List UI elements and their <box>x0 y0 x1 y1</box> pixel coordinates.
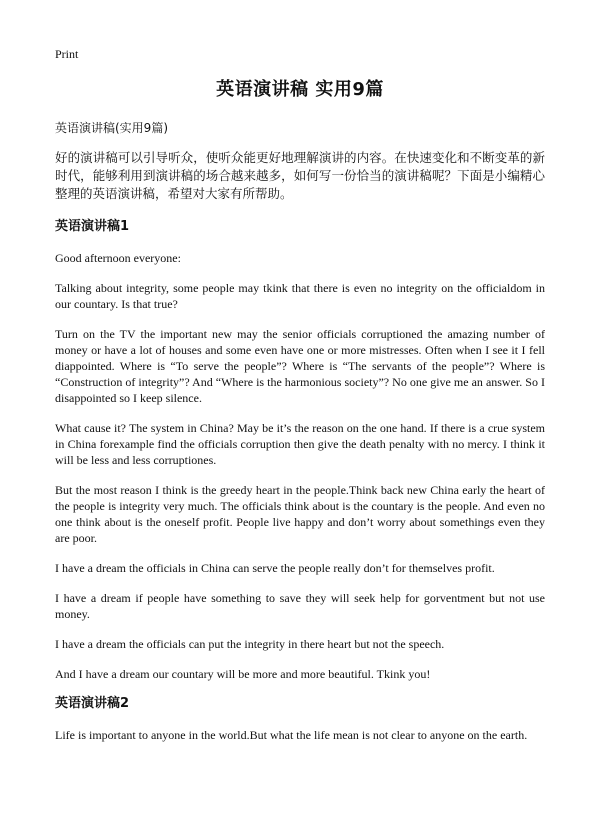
paragraph: But the most reason I think is the greedy heart in the people.Think back new China early the heart of the people is integrity very much. The officials think about is the countary is the people. And even no one think about is the oneself profit. People live happy and don’t worry about somethings even they are poor. <box>55 483 545 545</box>
document-subtitle: 英语演讲稿(实用9篇) <box>55 121 168 135</box>
paragraph: Life is important to anyone in the world.But what the life mean is not clear to anyone on the earth. <box>55 728 528 742</box>
paragraph: And I have a dream our countary will be more and more beautiful. Tkink you! <box>55 667 431 681</box>
paragraph: I have a dream the officials can put the integrity in there heart but not the speech. <box>55 637 445 651</box>
paragraph: What cause it? The system in China? May be it’s the reason on the one hand. If there is a crue system in China forexample find the officials corruption then give the death penalty with no mercy. I think it will be less and less corruptiones. <box>55 421 545 467</box>
paragraph: I have a dream if people have something to save they will seek help for gorventment but not use money. <box>55 591 545 621</box>
paragraph: I have a dream the officials in China can serve the people really don’t for themselves profit. <box>55 561 495 575</box>
print-label: Print <box>55 47 79 61</box>
paragraph: Talking about integrity, some people may tkink that there is even no integrity on the officialdom in our countary. Is that true? <box>55 281 545 311</box>
intro-paragraph: 好的演讲稿可以引导听众，使听众能更好地理解演讲的内容。在快速变化和不断变革的新时代，能够利用到演讲稿的场合越来越多，如何写一份恰当的演讲稿呢？下面是小编精心整理的英语演讲稿，希望对大家有所帮助。 <box>55 150 545 201</box>
document-title: 英语演讲稿 实用9篇 <box>216 79 384 100</box>
section-heading: 英语演讲稿1 <box>55 219 130 234</box>
section-2 <box>55 696 545 743</box>
paragraph: Good afternoon everyone: <box>55 251 181 265</box>
paragraph: Turn on the TV the important new may the senior officials corruptioned the amazing number of money or have a lot of houses and some even have one or more mistresses. Often when I see it I fell diappointed. Where is “To serve the people”? Where is “The servants of the people”? Where is “Construction of integrity”? And “Where is the harmonious society”? No one give me an answer. So I disappointed so I keep silence. <box>55 327 545 405</box>
section-1 <box>55 219 545 682</box>
document-body <box>55 120 545 757</box>
section-heading: 英语演讲稿2 <box>55 696 130 711</box>
